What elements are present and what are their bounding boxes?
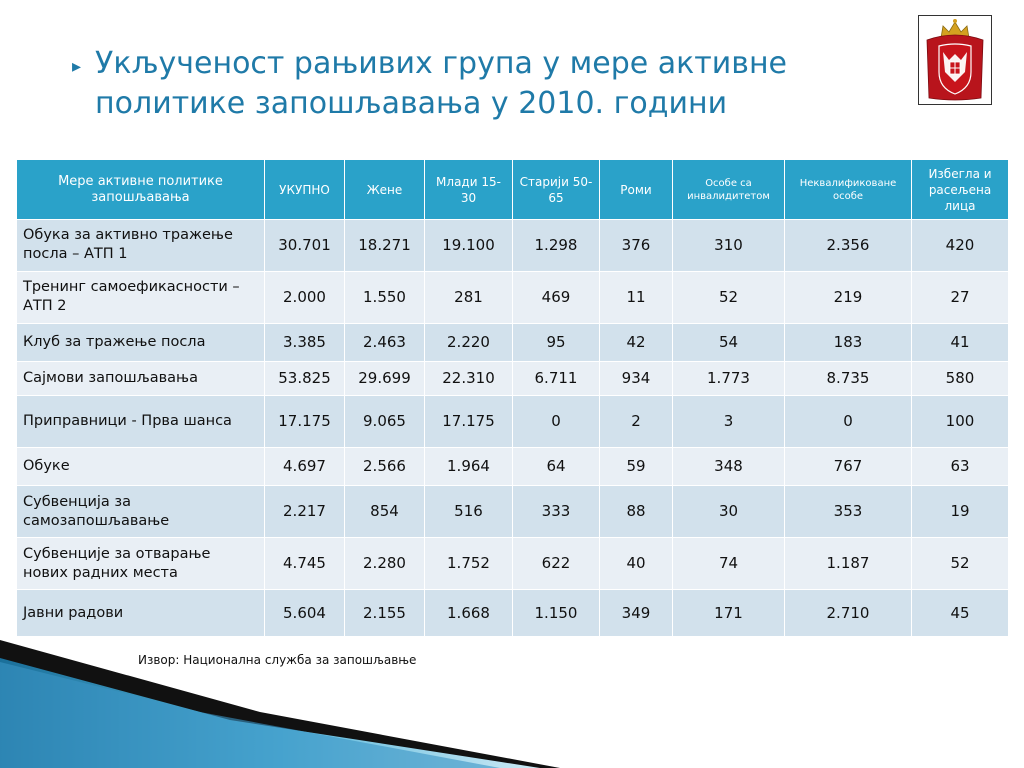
row-label: Приправници - Прва шанса (17, 395, 265, 447)
row-label: Обуке (17, 447, 265, 486)
cell-women: 2.463 (345, 323, 425, 362)
cell-youth: 1.752 (425, 538, 513, 590)
cell-older: 64 (513, 447, 600, 486)
cell-total: 17.175 (265, 395, 345, 447)
cell-older: 6.711 (513, 362, 600, 396)
header-refugees: Избегла и расељена лица (912, 160, 1009, 220)
cell-youth: 22.310 (425, 362, 513, 396)
cell-unqualified: 183 (785, 323, 912, 362)
cell-disabled: 74 (673, 538, 785, 590)
cell-youth: 281 (425, 271, 513, 323)
cell-disabled: 1.773 (673, 362, 785, 396)
row-label: Сајмови запошљавања (17, 362, 265, 396)
cell-unqualified: 1.187 (785, 538, 912, 590)
table-row (17, 538, 1009, 590)
slide-title-block (72, 44, 892, 124)
cell-unqualified: 8.735 (785, 362, 912, 396)
cell-women: 9.065 (345, 395, 425, 447)
cell-disabled: 30 (673, 486, 785, 538)
coat-of-arms-icon (918, 15, 992, 105)
cell-total: 4.745 (265, 538, 345, 590)
cell-roma: 88 (600, 486, 673, 538)
cell-women: 1.550 (345, 271, 425, 323)
employment-measures-table (16, 159, 1009, 637)
cell-refugees: 27 (912, 271, 1009, 323)
cell-women: 29.699 (345, 362, 425, 396)
cell-older: 1.298 (513, 220, 600, 272)
table-header-row (17, 160, 1009, 220)
source-note: Извор: Национална служба за запошљавње (138, 653, 417, 667)
cell-roma: 42 (600, 323, 673, 362)
cell-total: 53.825 (265, 362, 345, 396)
table-row (17, 220, 1009, 272)
cell-total: 4.697 (265, 447, 345, 486)
cell-disabled: 310 (673, 220, 785, 272)
cell-roma: 2 (600, 395, 673, 447)
cell-women: 2.155 (345, 590, 425, 637)
cell-youth: 19.100 (425, 220, 513, 272)
cell-roma: 376 (600, 220, 673, 272)
table-row (17, 362, 1009, 396)
cell-refugees: 63 (912, 447, 1009, 486)
cell-roma: 11 (600, 271, 673, 323)
cell-roma: 40 (600, 538, 673, 590)
table-row (17, 590, 1009, 637)
cell-women: 854 (345, 486, 425, 538)
cell-total: 3.385 (265, 323, 345, 362)
row-label: Тренинг самоефикасности – АТП 2 (17, 271, 265, 323)
cell-refugees: 52 (912, 538, 1009, 590)
cell-disabled: 348 (673, 447, 785, 486)
header-roma: Роми (600, 160, 673, 220)
cell-total: 2.217 (265, 486, 345, 538)
cell-total: 5.604 (265, 590, 345, 637)
row-label: Јавни радови (17, 590, 265, 637)
cell-women: 18.271 (345, 220, 425, 272)
table-row (17, 323, 1009, 362)
cell-refugees: 420 (912, 220, 1009, 272)
cell-total: 30.701 (265, 220, 345, 272)
cell-unqualified: 2.710 (785, 590, 912, 637)
cell-women: 2.566 (345, 447, 425, 486)
header-women: Жене (345, 160, 425, 220)
cell-women: 2.280 (345, 538, 425, 590)
slide-title-line2: политике запошљавања у 2010. години (95, 86, 728, 121)
row-label: Обука за активно тражење посла – АТП 1 (17, 220, 265, 272)
bullet-arrow-icon: ▸ (72, 56, 82, 77)
row-label: Клуб за тражење посла (17, 323, 265, 362)
table-row (17, 395, 1009, 447)
header-measures: Мере активне политике запошљавања (17, 160, 265, 220)
row-label: Субвенција за самозапошљавање (17, 486, 265, 538)
slide-title-line1: Укљученост рањивих група у мере активне (95, 46, 788, 81)
slide-title (95, 44, 787, 124)
cell-disabled: 3 (673, 395, 785, 447)
header-older: Старији 50-65 (513, 160, 600, 220)
cell-roma: 934 (600, 362, 673, 396)
cell-youth: 516 (425, 486, 513, 538)
header-youth: Млади 15-30 (425, 160, 513, 220)
cell-youth: 2.220 (425, 323, 513, 362)
cell-refugees: 41 (912, 323, 1009, 362)
decorative-swoosh (0, 640, 1024, 768)
header-disabled: Особе са инвалидитетом (673, 160, 785, 220)
cell-unqualified: 2.356 (785, 220, 912, 272)
cell-older: 333 (513, 486, 600, 538)
cell-refugees: 100 (912, 395, 1009, 447)
cell-roma: 59 (600, 447, 673, 486)
cell-unqualified: 219 (785, 271, 912, 323)
cell-unqualified: 767 (785, 447, 912, 486)
cell-refugees: 580 (912, 362, 1009, 396)
header-total: УКУПНО (265, 160, 345, 220)
cell-youth: 1.668 (425, 590, 513, 637)
cell-refugees: 45 (912, 590, 1009, 637)
cell-roma: 349 (600, 590, 673, 637)
cell-disabled: 52 (673, 271, 785, 323)
cell-older: 622 (513, 538, 600, 590)
cell-older: 469 (513, 271, 600, 323)
cell-unqualified: 353 (785, 486, 912, 538)
header-unqualified: Неквалификоване особе (785, 160, 912, 220)
cell-older: 1.150 (513, 590, 600, 637)
table-row (17, 271, 1009, 323)
cell-older: 0 (513, 395, 600, 447)
cell-disabled: 54 (673, 323, 785, 362)
cell-youth: 1.964 (425, 447, 513, 486)
cell-unqualified: 0 (785, 395, 912, 447)
cell-refugees: 19 (912, 486, 1009, 538)
table-row (17, 447, 1009, 486)
cell-youth: 17.175 (425, 395, 513, 447)
cell-older: 95 (513, 323, 600, 362)
cell-disabled: 171 (673, 590, 785, 637)
cell-total: 2.000 (265, 271, 345, 323)
table-row (17, 486, 1009, 538)
row-label: Субвенције за отварање нових радних места (17, 538, 265, 590)
